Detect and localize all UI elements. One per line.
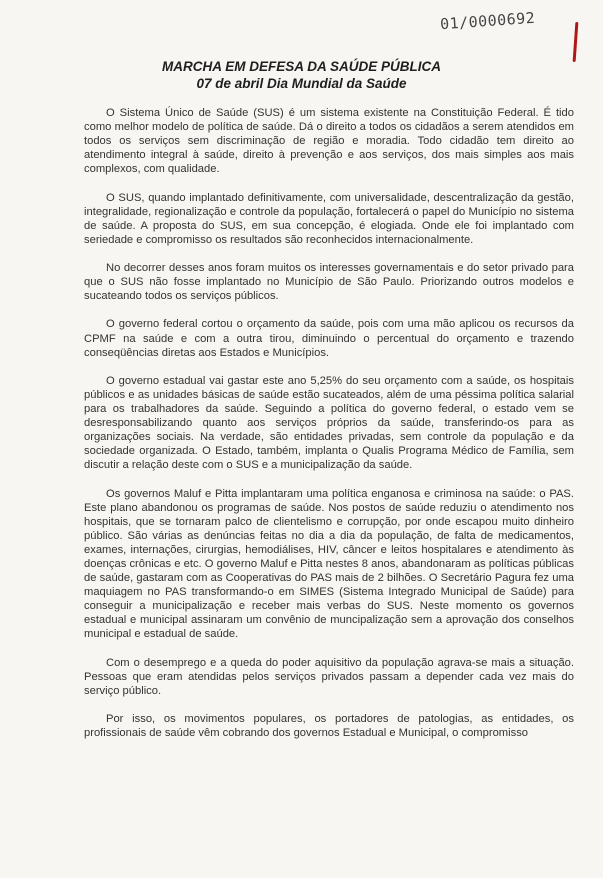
paragraph-1: O Sistema Único de Saúde (SUS) é um sistema existente na Constituição Federal. É tido como melhor modelo de política de saúde. Dá o direito a todos os cidadãos a serem atendidos em todos os serviços sem discriminação de região e moradia. Todo cidadão tem direito ao atendimento integral à saúde, direito à prevenção e aos serviços, dos mais simples aos mais complexos, com qualidade. xyxy=(84,107,574,176)
paragraph-3: No decorrer desses anos foram muitos os interesses governamentais e do setor privado para que o SUS não fosse implantado no Município de São Paulo. Priorizando outros modelos e sucateando todos os serviços públicos. xyxy=(84,262,574,303)
document-subtitle: 07 de abril Dia Mundial da Saúde xyxy=(196,76,407,91)
paragraph-8: Por isso, os movimentos populares, os portadores de patologias, as entidades, os profissionais de saúde vêm cobrando dos governos Estadual e Municipal, o compromisso xyxy=(84,713,574,740)
paragraph-7: Com o desemprego e a queda do poder aquisitivo da população agrava-se mais a situação. Pessoas que eram atendidas pelos serviços privados passam a depender cada vez mais do serviço público. xyxy=(84,656,574,697)
handwritten-archive-number: 01/0000692 xyxy=(439,8,536,34)
paragraph-4: O governo federal cortou o orçamento da saúde, pois com uma mão aplicou os recursos da CPMF na saúde e com a outra tirou, diminuindo o percentual do orçamento e trazendo conseqüências diretas aos Estados e Municípios. xyxy=(84,318,574,359)
document-title: MARCHA EM DEFESA DA SAÚDE PÚBLICA xyxy=(161,59,441,74)
document-body xyxy=(84,106,574,754)
paragraph-2: O SUS, quando implantado definitivamente, com universalidade, descentralização da gestão, integralidade, regionalização e controle da população, fortalecerá o papel do Município no sistema de saúde. A proposta do SUS, em sua concepção, é elogiada. Onde ele foi implantado com seriedade e compromisso os resultados são reconhecidos internacionalmente. xyxy=(84,191,574,246)
red-pen-mark xyxy=(573,22,579,62)
paragraph-5: O governo estadual vai gastar este ano 5,25% do seu orçamento com a saúde, os hospitais públicos e as unidades básicas de saúde estão sucateados, além de uma péssima política salarial para os trabalhadores da saúde. Seguindo a política do governo federal, o estado vem se desresponsabilizando quanto aos serviços próprios da saúde, transferindo-os para as organizações sociais. Na verdade, são entidades privadas, sem controle da população e da sociedade organizada. O Estado, também, implanta o Qualis Programa Médico de Família, sem discutir a relação deste com o SUS e a municipalização da saúde. xyxy=(84,374,574,472)
paragraph-6: Os governos Maluf e Pitta implantaram uma política enganosa e criminosa na saúde: o PAS. Este plano abandonou os programas de saúde. Nos postos de saúde reduziu o atendimento nos hospitais, que se tornaram palco de clientelismo e corrupção, por onde escapou muito dinheiro público. São várias as denúncias feitas no dia a dia da população, de falta de medicamentos, exames, internações, cirurgias, hemodiálises, HIV, câncer e leitos hospitalares e atendimento às doenças crônicas e etc. O governo Maluf e Pitta nestes 8 anos, abandonaram as políticas públicas de saúde, gastaram com as Cooperativas do PAS mais de 2 bilhões. O Secretário Pagura fez uma maquiagem no PAS transformando-o em SIMES (Sistema Integrado Municipal de Saúde) para conseguir a municipalização e receber mais verbas do SUS. Neste momento os governos estadual e municipal assinaram um convênio de muncipalização sem a aprovação dos conselhos municipal e estadual de saúde. xyxy=(84,487,574,641)
document-heading xyxy=(0,58,603,92)
